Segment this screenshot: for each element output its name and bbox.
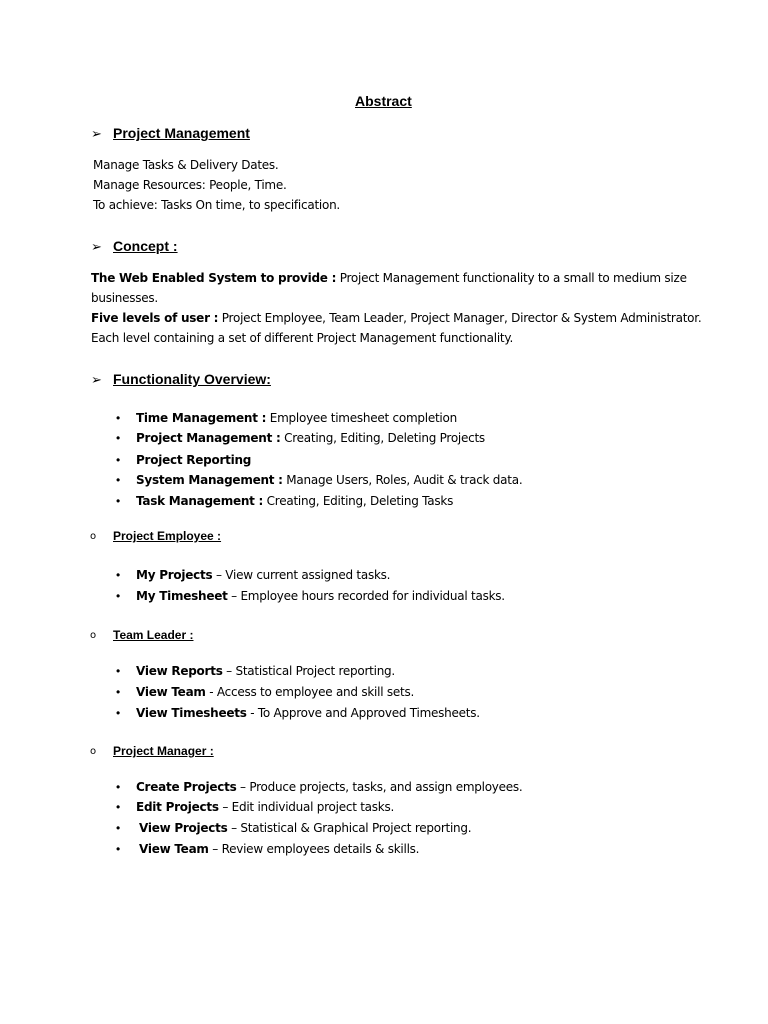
section-heading-functionality-overview: Functionality Overview: [113, 371, 271, 387]
bullet-icon: • [116, 800, 121, 814]
concept-line-1-rest: Project Management functionality to a small to medium size [336, 271, 687, 285]
subsection-heading-team-leader: Team Leader : [113, 628, 194, 642]
team-leader-item [136, 706, 480, 720]
concept-line-3-rest: Project Employee, Team Leader, Project Manager, Director & System Administrator. [218, 311, 702, 325]
employee-item [136, 568, 390, 582]
concept-line-3-bold: Five levels of user : [91, 311, 219, 325]
manager-item [139, 821, 471, 835]
manager-item-bold: Create Projects [136, 780, 237, 794]
functionality-item [136, 431, 485, 445]
bullet-icon: • [116, 568, 121, 582]
bullet-icon: • [116, 706, 121, 720]
functionality-item-rest: Employee timesheet completion [266, 411, 457, 425]
arrow-bullet-icon: ➢ [91, 239, 102, 254]
manager-item-rest: – Statistical & Graphical Project reporting. [227, 821, 472, 835]
team-leader-item-rest: - Access to employee and skill sets. [205, 685, 415, 699]
manager-item [136, 780, 523, 794]
bullet-icon: • [116, 453, 121, 467]
circle-bullet-icon: o [90, 746, 97, 757]
manager-item-rest: – Review employees details & skills. [208, 842, 420, 856]
bullet-icon: • [116, 664, 121, 678]
bullet-icon: • [116, 821, 121, 835]
manager-item-rest: – Edit individual project tasks. [218, 800, 395, 814]
pm-line-1: Manage Tasks & Delivery Dates. [93, 158, 279, 172]
functionality-item-bold: Project Management : [136, 431, 281, 445]
bullet-icon: • [116, 473, 121, 487]
subsection-heading-project-manager: Project Manager : [113, 744, 214, 758]
functionality-item-rest: Creating, Editing, Deleting Projects [280, 431, 485, 445]
section-heading-concept: Concept : [113, 238, 178, 254]
circle-bullet-icon: o [90, 531, 97, 542]
manager-item [136, 800, 394, 814]
bullet-icon: • [116, 431, 121, 445]
concept-line-3 [91, 311, 701, 325]
manager-item-bold: View Projects [139, 821, 228, 835]
subsection-heading-project-employee: Project Employee : [113, 529, 222, 543]
manager-item-rest: – Produce projects, tasks, and assign employees. [236, 780, 523, 794]
concept-line-1 [91, 271, 687, 285]
bullet-icon: • [116, 411, 121, 425]
team-leader-item-rest: - To Approve and Approved Timesheets. [246, 706, 480, 720]
bullet-icon: • [116, 589, 121, 603]
bullet-icon: • [116, 685, 121, 699]
arrow-bullet-icon: ➢ [91, 372, 102, 387]
employee-item-rest: – Employee hours recorded for individual tasks. [227, 589, 505, 603]
functionality-item [136, 411, 457, 425]
functionality-item-rest: Manage Users, Roles, Audit & track data. [282, 473, 523, 487]
document-title: Abstract [355, 93, 412, 109]
bullet-icon: • [116, 842, 121, 856]
concept-line-1-bold: The Web Enabled System to provide : [91, 271, 337, 285]
concept-line-4: Each level containing a set of different Project Management functionality. [91, 331, 514, 345]
employee-item-rest: – View current assigned tasks. [212, 568, 391, 582]
pm-line-3: To achieve: Tasks On time, to specification. [93, 198, 340, 212]
employee-item-bold: My Timesheet [136, 589, 228, 603]
functionality-item [136, 453, 251, 467]
functionality-item [136, 473, 522, 487]
team-leader-item-bold: View Team [136, 685, 206, 699]
employee-item [136, 589, 505, 603]
team-leader-item-rest: – Statistical Project reporting. [222, 664, 395, 678]
bullet-icon: • [116, 780, 121, 794]
team-leader-item-bold: View Timesheets [136, 706, 247, 720]
functionality-item-bold: System Management : [136, 473, 283, 487]
team-leader-item [136, 664, 395, 678]
manager-item-bold: View Team [139, 842, 209, 856]
team-leader-item [136, 685, 414, 699]
bullet-icon: • [116, 494, 121, 508]
manager-item [139, 842, 419, 856]
arrow-bullet-icon: ➢ [91, 126, 102, 141]
functionality-item-rest: Creating, Editing, Deleting Tasks [263, 494, 454, 508]
concept-line-2: businesses. [91, 291, 158, 305]
section-heading-project-management: Project Management [113, 125, 250, 141]
functionality-item-bold: Time Management : [136, 411, 267, 425]
manager-item-bold: Edit Projects [136, 800, 219, 814]
pm-line-2: Manage Resources: People, Time. [93, 178, 287, 192]
employee-item-bold: My Projects [136, 568, 213, 582]
functionality-item-bold: Task Management : [136, 494, 264, 508]
team-leader-item-bold: View Reports [136, 664, 223, 678]
circle-bullet-icon: o [90, 630, 97, 641]
functionality-item [136, 494, 453, 508]
functionality-item-bold: Project Reporting [136, 453, 252, 467]
